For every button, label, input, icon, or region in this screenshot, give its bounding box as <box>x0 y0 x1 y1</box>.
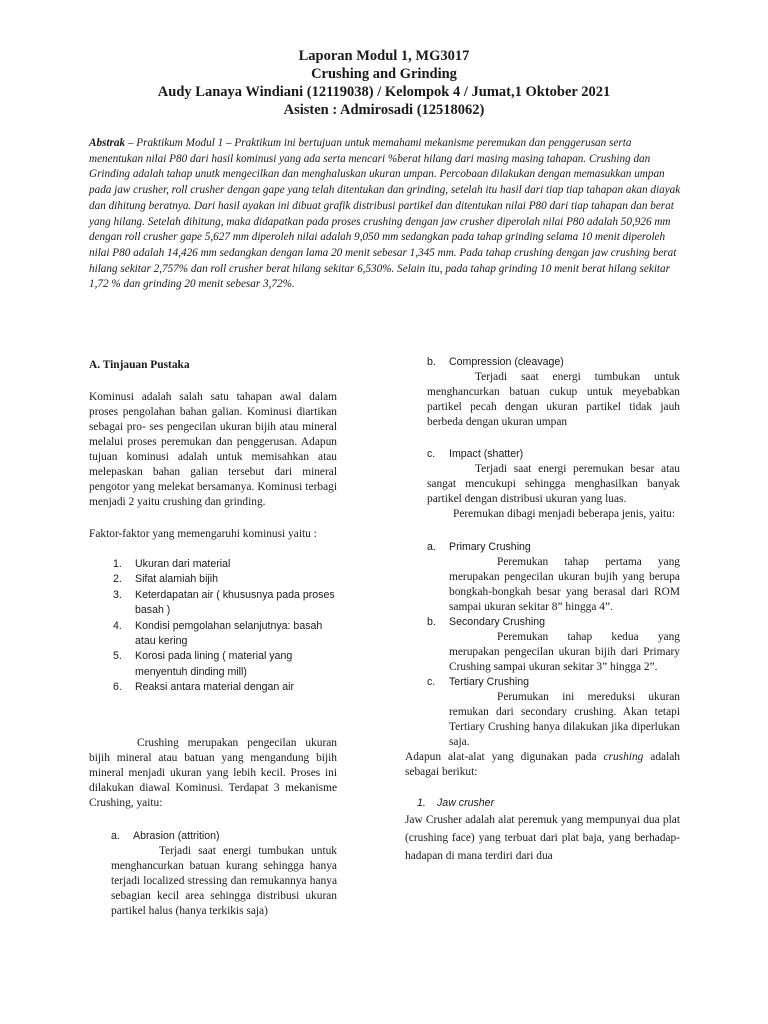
crushing-tertiary-text: Perumukan ini mereduksi ukuran remukan dari secondary crushing. Akan tetapi Tertiary Crushing hanya dilakukan jika diperlukan saja. <box>449 691 680 748</box>
crushing-secondary-text: Peremukan tahap kedua yang merupakan pengecilan ukuran bijih dari Primary Crushing sampai ukuran sekitar 3” hingga 2”. <box>449 631 680 673</box>
jaw-crusher-heading: 1. Jaw crusher <box>417 797 495 809</box>
paragraph-jaw-crusher: Jaw Crusher adalah alat peremuk yang mempunyai dua plat (crushing face) yang terbuat dari plat baja, yang berhadap-hadapan di mana terdiri dari dua <box>405 814 680 862</box>
crushing-primary-label: a. Primary Crushing <box>427 541 531 553</box>
list-item: 5. Korosi pada lining ( material yang menyentuh dinding mill) <box>113 650 293 678</box>
author-line: Audy Lanaya Windiani (12119038) / Kelompok 4 / Jumat,1 Oktober 2021 <box>157 84 611 100</box>
list-item: 1. Ukuran dari material <box>113 558 231 570</box>
paragraph-kominusi: Kominusi adalah salah satu tahapan awal dalam proses pengolahan bahan galian. Kominusi diartikan sebagai pro- ses pengecilan ukuran bijih atau mineral melalui proses peremukan dan penggerusan. Adapun tujuan kominusi adalah untuk memisahkan atau melepaskan bahan galian tersebut dari mineral pengotor yang melekat bersamanya. Kominusi terbagi menjadi 2 yaitu crushing dan grinding. <box>89 391 337 508</box>
paragraph-faktor: Faktor-faktor yang memengaruhi kominusi yaitu : <box>89 528 317 540</box>
abstract-text: – Praktikum Modul 1 – Praktikum ini bertujuan untuk memahami mekanisme peremukan dan penggerusan serta menentukan nilai P80 dari hasil kominusi yang ada serta mencari %berat hilang dari masing masing tahapan. Crushing dan Grinding adalah tahap unutk mengecilkan dan menghaluskan ukuran umpan. Percobaan dilakukan dengan memasukkan umpan pada jaw crusher, roll crusher dengan gape yang telah ditentukan dan grinding, setelah itu hasil dari tiap tiap tahapan akan diayak dan dihitung beratnya. Dari hasil ayakan ini dibuat grafik distribusi partikel dan ditentukan nilai P80 dari tiap tahapan dan berat yang hilang. Setelah dihitung, maka didapatkan pada proses crushing dengan jaw crusher diperolah nilai P80 adalah 50,926 mm dengan roll crusher gape 5,627 mm diperoleh nilai adalah 9,050 mm sedangkan pada tahap grinding selama 10 menit diperoleh nilai P80 adalah 14,426 mm sedangkan dengan lama 20 menit sebesar 1,345 mm. Pada tahap crushing dengan jaw crushing berat hilang sekitar 2,757% dan roll crusher berat hilang sekitar 6,530%. Selain itu, pada tahap grinding 10 menit berat hilang sekitar 1,72 % dan grinding 20 menit sebesar 3,72%. <box>89 137 681 291</box>
mechanism-compression-label: b. Compression (cleavage) <box>427 356 564 368</box>
list-item: 2. Sifat alamiah bijih <box>113 573 219 586</box>
right-column <box>405 355 680 865</box>
mechanism-compression-text: Terjadi saat energi tumbukan untuk menghancurkan batuan cukup untuk meyebabkan partikel pecah dengan ukuran partikel tidak jauh berbeda dengan ukuran umpan <box>427 371 680 428</box>
abstract <box>89 136 681 293</box>
left-column <box>89 358 337 919</box>
crushing-tertiary-label: c. Tertiary Crushing <box>427 676 530 688</box>
report-title: Laporan Modul 1, MG3017 <box>298 48 470 64</box>
list-item: 3. Keterdapatan air ( khususnya pada proses basah ) <box>113 588 335 617</box>
mechanism-abrasion-label: a. Abrasion (attrition) <box>111 829 220 842</box>
crushing-primary-text: Peremukan tahap pertama yang merupakan pengecilan ukuran bujih yang berupa bongkah-bongkah besar yang berasal dari ROM sampai ukuran sekitar 8” hingga 4”. <box>449 556 680 613</box>
list-item: 6. Reaksi antara material dengan air <box>113 681 294 694</box>
paragraph-crushing: Crushing merupakan pengecilan ukuran bijih mineral atau batuan yang mengandung bijih mineral menjadi ukuran yang lebih kecil. Proses ini dilakukan diawal Kominusi. Terdapat 3 mekanisme Crushing, yaitu: <box>89 736 337 809</box>
paragraph-alat: Adapun alat-alat yang digunakan pada crushing adalah sebagai berikut: <box>405 751 680 778</box>
report-header <box>0 47 768 119</box>
crushing-secondary-label: b. Secondary Crushing <box>427 616 545 628</box>
mechanism-impact-text: Terjadi saat energi peremukan besar atau sangat mencukupi sehingga menghasilkan banyak partikel dengan distribusi ukuran yang luas. <box>427 463 680 505</box>
list-item: 4. Kondisi pemgolahan selanjutnya: basah atau kering <box>113 619 323 648</box>
section-heading: A. Tinjauan Pustaka <box>89 359 190 371</box>
report-subtitle: Crushing and Grinding <box>311 66 457 82</box>
factor-list <box>89 557 337 696</box>
assistant-line: Asisten : Admirosadi (12518062) <box>283 102 485 118</box>
mechanism-abrasion-text: Terjadi saat energi tumbukan untuk menghancurkan batuan kurang sehingga hanya terjadi localized stressing dan remukannya hanya sebagian kecil area sehingga distribusi ukuran partikel halus (hanya terkikis saja) <box>111 844 337 917</box>
abstract-label: Abstrak <box>89 137 126 149</box>
paragraph-jenis: Peremukan dibagi menjadi beberapa jenis, yaitu: <box>453 508 676 520</box>
mechanism-impact-label: c. Impact (shatter) <box>427 448 524 460</box>
